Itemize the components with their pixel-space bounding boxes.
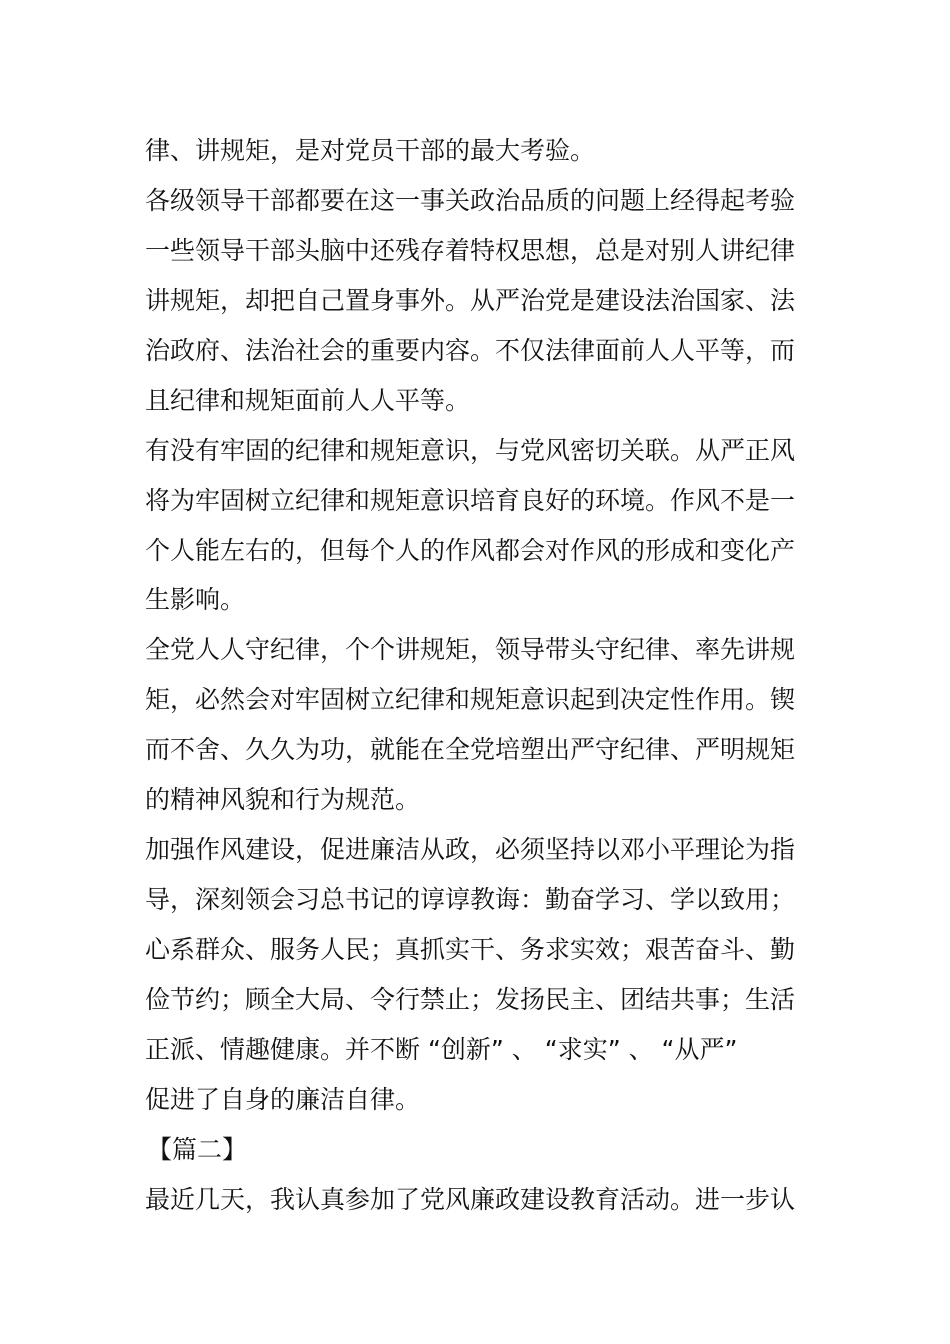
- text-line: 讲规矩，却把自己置身事外。从严治党是建设法治国家、法: [145, 286, 796, 315]
- text-line: 生影响。: [145, 585, 246, 614]
- text-line: 一些领导干部头脑中还残存着特权思想，总是对别人讲纪律: [145, 236, 796, 265]
- text-line: 心系群众、服务人民；真抓实干、务求实效；艰苦奋斗、勤: [145, 935, 796, 964]
- text-line: 加强作风建设，促进廉洁从政，必须坚持以邓小平理论为指: [145, 835, 796, 864]
- text-line: 且纪律和规矩面前人人平等。: [145, 386, 471, 415]
- text-line: 俭节约；顾全大局、令行禁止；发扬民主、团结共事；生活: [145, 985, 796, 1014]
- section-heading: 【篇二】: [147, 1135, 248, 1164]
- text-line: 个人能左右的，但每个人的作风都会对作风的形成和变化产: [145, 536, 796, 565]
- text-line: 全党人人守纪律，个个讲规矩，领导带头守纪律、率先讲规: [145, 635, 796, 664]
- text-line: 治政府、法治社会的重要内容。不仅法律面前人人平等，而: [145, 336, 796, 365]
- text-line: 最近几天，我认真参加了党风廉政建设教育活动。进一步认: [145, 1185, 796, 1214]
- text-line: 导，深刻领会习总书记的谆谆教诲：勤奋学习、学以致用；: [145, 885, 796, 914]
- text-line: 而不舍、久久为功，就能在全党培塑出严守纪律、严明规矩: [145, 735, 796, 764]
- text-line: 有没有牢固的纪律和规矩意识，与党风密切关联。从严正风: [145, 436, 796, 465]
- text-line: 的精神风貌和行为规范。: [145, 785, 421, 814]
- text-line: 律、讲规矩，是对党员干部的最大考验。: [145, 136, 596, 165]
- text-line: 各级领导干部都要在这一事关政治品质的问题上经得起考验: [145, 186, 796, 215]
- text-line: 促进了自身的廉洁自律。: [145, 1085, 421, 1114]
- text-line: 矩，必然会对牢固树立纪律和规矩意识起到决定性作用。锲: [145, 685, 796, 714]
- text-line: 正派、情趣健康。并不断 “创新” 、 “求实” 、 “从严”: [145, 1035, 738, 1064]
- text-line: 将为牢固树立纪律和规矩意识培育良好的环境。作风不是一: [145, 486, 796, 515]
